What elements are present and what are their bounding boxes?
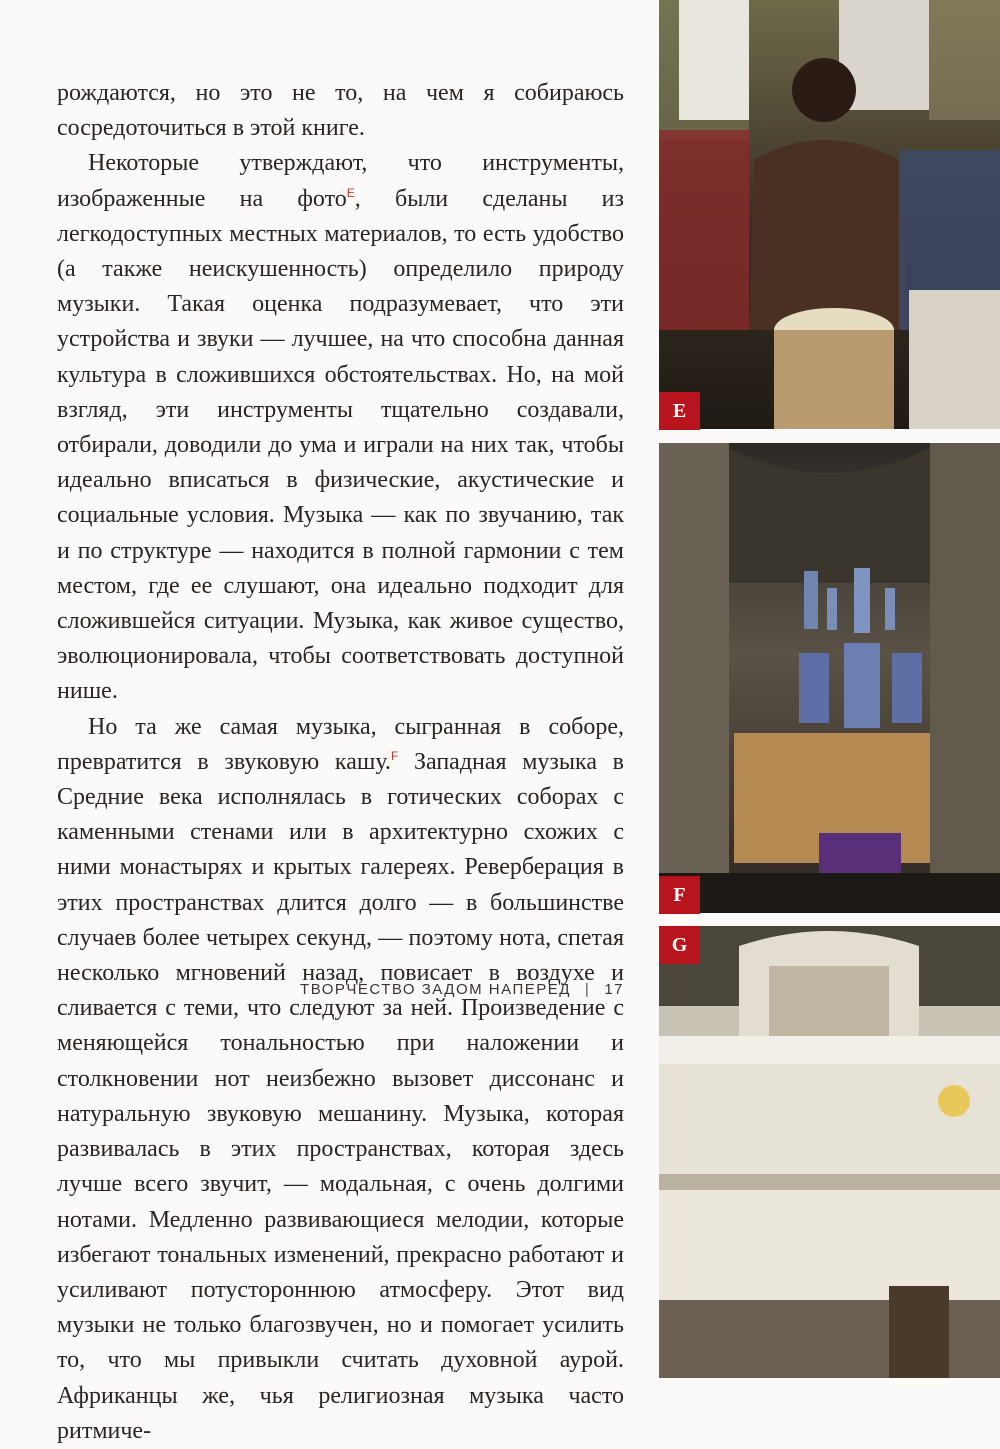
page-number: 17 <box>604 981 624 998</box>
running-title: ТВОРЧЕСТВО ЗАДОМ НАПЕРЕД <box>300 981 571 998</box>
figure-reference-e[interactable]: E <box>346 185 355 200</box>
paragraph-text: , были сделаны из легкодоступных местных материалов, то есть удобство (а также неискушенность) определило природу музыки. Такая оценка подразумевает, что эти устройства и звуки — лучшее, на что способна данная культура в сложившихся обстоятельствах. Но, на мой взгляд, эти инструменты тщательно создавали, отбирали, доводили до ума и играли на них так, чтобы идеально вписаться в физические, акустические и социальные условия. Музыка — как по звучанию, так и по структуре — находится в полной гармонии с тем местом, где ее слушают, она идеально подходит для сложившейся ситуации. Музыка, как живое существо, эволюционировала, чтобы соответствовать доступной нише. <box>57 185 625 705</box>
body-text <box>57 76 624 1449</box>
photo-church-organ-image <box>659 926 1000 1378</box>
paragraph-text: Западная музыка в Средние века исполнялась в готических соборах с каменными стенами или в архитектурно схожих с ними монастырях и крытых галереях. Реверберация в этих пространствах длится долго — в большинстве случаев более четырех секунд, — поэтому нота, спетая несколько мгновений назад, повисает в воздухе и сливается с теми, что следуют за ней. Произведение с меняющейся тональностью при наложении и столкновении нот неизбежно вызовет диссонанс и натуральную звуковую мешанину. Музыка, которая развивалась в этих пространствах, которая здесь лучше всего звучит, — модальная, с очень долгими нотами. Медленно развивающиеся мелодии, которые избегают тональных изменений, прекрасно работают и усиливают потустороннюю атмосферу. Этот вид музыки не только благозвучен, но и помогает усилить то, что мы привыкли считать духовной аурой. Африканцы же, чья религиозная музыка часто ритмиче- <box>57 748 624 1444</box>
figure-label-g: G <box>659 926 700 964</box>
footer-separator: | <box>584 981 591 998</box>
paragraph <box>57 146 624 709</box>
photo-drummers <box>659 0 1000 429</box>
photo-drummers-image <box>659 0 1000 429</box>
paragraph <box>57 710 624 1449</box>
photo-church-organ <box>659 926 1000 1378</box>
paragraph <box>57 76 624 146</box>
figure-label-e: E <box>659 392 700 430</box>
paragraph-text: Но та же самая музыка, сыгранная в соборе, превратится в звуковую кашу. <box>57 713 624 775</box>
running-footer <box>0 981 624 998</box>
paragraph-text: рождаются, но это не то, на чем я собираюсь сосредоточиться в этой книге. <box>57 80 624 142</box>
photo-cathedral-image <box>659 443 1000 913</box>
figure-label-f: F <box>659 876 700 914</box>
paragraph-text: Некоторые утверждают, что инструменты, изображенные на фото <box>57 150 624 212</box>
photo-cathedral <box>659 443 1000 913</box>
figure-reference-f[interactable]: F <box>390 748 399 763</box>
